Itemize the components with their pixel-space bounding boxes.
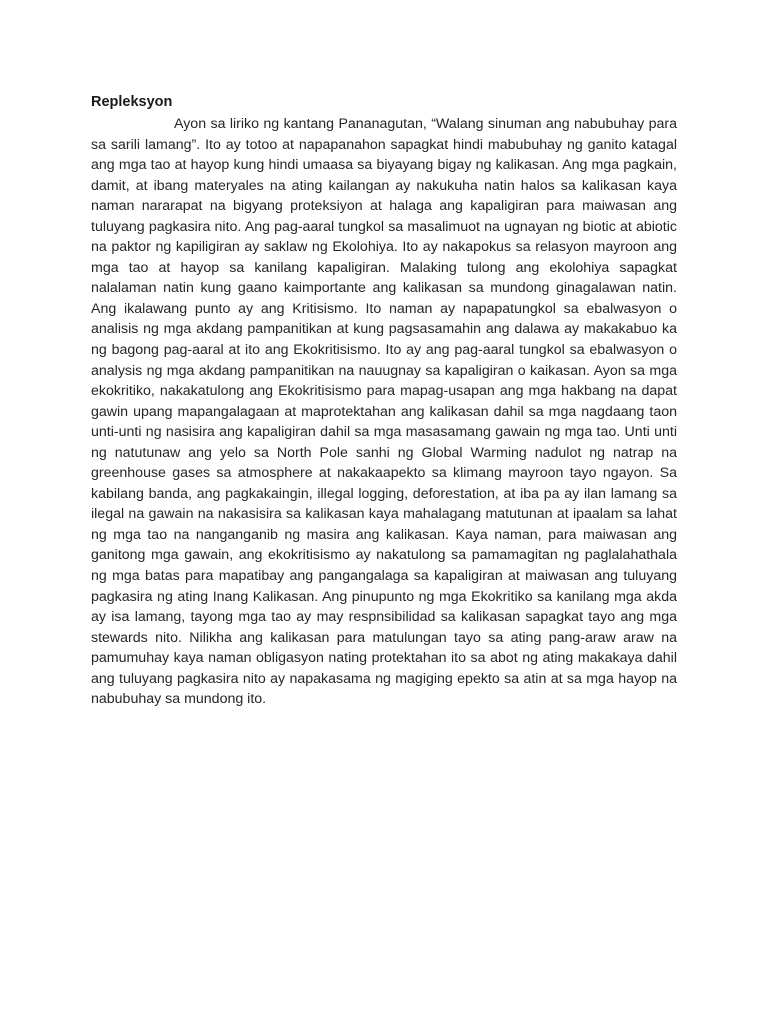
document-body [91, 92, 677, 710]
reflection-paragraph: Ayon sa liriko ng kantang Pananagutan, “Walang sinuman ang nabubuhay para sa sarili lamang”. Ito ay totoo at napapanahon sapagkat hindi mabubuhay ng ganito katagal ang mga tao at hayop kung hindi umaasa sa biyayang bigay ng kalikasan. Ang mga pagkain, damit, at ibang materyales na ating kailangan ay nakukuha natin halos sa kalikasan kaya naman nararapat na bigyang proteksiyon at halaga ang kapaligiran para maiwasan ang tuluyang pagkasira nito. Ang pag-aaral tungkol sa masalimuot na ugnayan ng biotic at abiotic na paktor ng kapiligiran ay saklaw ng Ekolohiya. Ito ay nakapokus sa relasyon mayroon ang mga tao at hayop sa kanilang kapaligiran. Malaking tulong ang ekolohiya sapagkat nalalaman natin kung gaano kaimportante ang kalikasan sa mundong ginagalawan natin. Ang ikalawang punto ay ang Kritisismo. Ito naman ay napapatungkol sa ebalwasyon o analisis ng mga akdang pampanitikan at kung pagsasamahin ang dalawa ay makakabuo ka ng bagong pag-aaral at ito ang Ekokritisismo. Ito ay ang pag-aaral tungkol sa ebalwasyon o analysis ng mga akdang pampanitikan na nauugnay sa kapaligiran o kaikasan. Ayon sa mga ekokritiko, nakakatulong ang Ekokritisismo para mapag-usapan ang mga hakbang na dapat gawin upang mapangalagaan at maprotektahan ang kalikasan dahil sa mga nagdaang taon unti-unti ng nasisira ang kapaligiran dahil sa mga masasamang gawain ng mga tao. Unti unti ng natutunaw ang yelo sa North Pole sanhi ng Global Warming nadulot ng natrap na greenhouse gases sa atmosphere at nakakaapekto sa klimang mayroon tayo ngayon. Sa kabilang banda, ang pagkakaingin, illegal logging, deforestation, at iba pa ay ilan lamang sa ilegal na gawain na nakasisira sa kalikasan kaya mahalagang matutunan at ipaalam sa lahat ng mga tao na nanganganib ng masira ang kalikasan. Kaya naman, para maiwasan ang ganitong mga gawain, ang ekokritisismo ay nakatulong sa pamamagitan ng paglalahathala ng mga batas para mapatibay ang pangangalaga sa kapaligiran at maiwasan ang tuluyang pagkasira ng ating Inang Kalikasan. Ang pinupunto ng mga Ekokritiko sa kanilang mga akda ay isa lamang, tayong mga tao ay may respnsibilidad sa kalikasan sapagkat tayo ang mga stewards nito. Nilikha ang kalikasan para matulungan tayo sa ating pang-araw araw na pamumuhay kaya naman obligasyon nating protektahan ito sa abot ng ating makakaya dahil ang tuluyang pagkasira nito ay napakasama ng magiging epekto sa atin at sa mga hayop na nabubuhay sa mundong ito. [91, 116, 677, 708]
document-heading: Repleksyon [91, 94, 173, 110]
